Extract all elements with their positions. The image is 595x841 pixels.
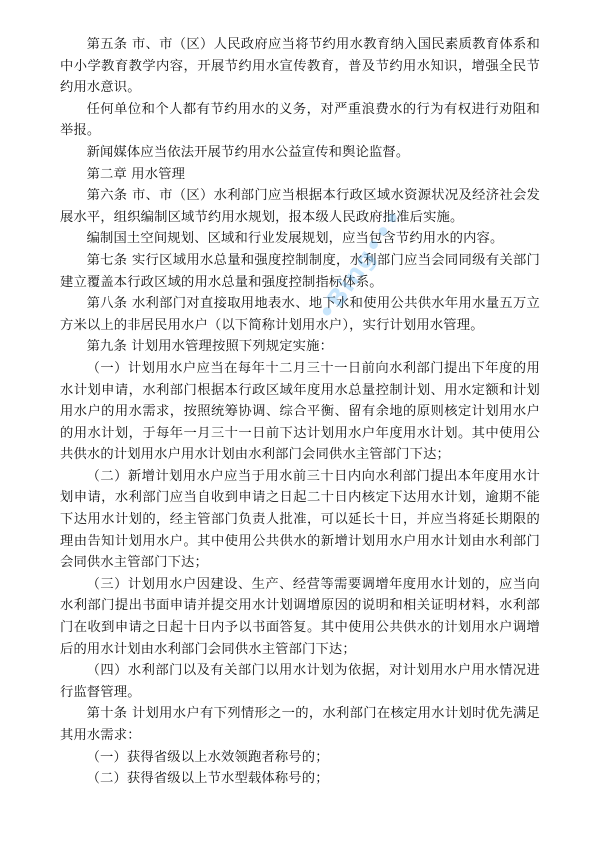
article-9-item-2: （二）新增计划用水户应当于用水前三十日内向水利部门提出本年度用水计划申请，水利部门应当自收到申请之日起二十日内核定下达用水计划，逾期不能下达用水计划的，经主管部门负责人批准，可以延长十日，并应当将延长期限的理由告知计划用水户。其中使用公共供水的新增计划用水户用水计划由水利部门会同供水主管部门下达；: [60, 468, 540, 571]
article-10-item-2: （二）获得省级以上节水型载体称号的；: [86, 771, 329, 787]
article-8-paragraph: 第八条 水利部门对直接取用地表水、地下水和使用公共供水年用水量五万立方米以上的非居民用水户（以下简称计划用水户），实行计划用水管理。: [60, 296, 540, 333]
article-9-paragraph: 第九条 计划用水管理按照下列规定实施：: [86, 339, 334, 355]
article-7-paragraph: 第七条 实行区域用水总量和强度控制制度，水利部门应当会同同级有关部门建立覆盖本行政区域的用水总量和强度控制指标体系。: [60, 252, 540, 290]
article-10-item-1: （一）获得省级以上水效领跑者称号的；: [86, 749, 329, 765]
article-5-paragraph: 第五条 市、市（区）人民政府应当将节约用水教育纳入国民素质教育体系和中小学教育教学内容，开展节约用水宣传教育，普及节约用水知识，增强全民节约用水意识。: [60, 37, 540, 96]
article-9-item-3: （三）计划用水户因建设、生产、经营等需要调增年度用水计划的，应当向水利部门提出书面申请并提交用水计划调增原因的说明和相关证明材料，水利部门在收到申请之日起十日内予以书面答复。其中使用公共供水的计划用水户调增后的用水计划由水利部门会同供水主管部门下达；: [60, 576, 540, 657]
document-body: [60, 34, 540, 790]
chapter-heading: 第二章 用水管理: [86, 166, 186, 182]
article-9-item-1: （一）计划用水户应当在每年十二月三十一日前向水利部门提出下年度的用水计划申请，水利部门根据本行政区域年度用水总量控制计划、用水定额和计划用水户的用水需求，按照统筹协调、综合平衡、留有余地的原则核定计划用水户的用水计划，于每年一月三十一日前下达计划用水户年度用水计划。其中使用公共供水的计划用水户用水计划由水利部门会同供水主管部门下达；: [60, 360, 540, 463]
watermark-logo: •Bing•••: [312, 203, 410, 327]
planning-paragraph: 编制国土空间规划、区域和行业发展规划，应当包含节约用水的内容。: [86, 231, 504, 247]
obligation-paragraph: 任何单位和个人都有节约用水的义务，对严重浪费水的行为有权进行劝阻和举报。: [60, 101, 540, 139]
article-9-item-4: （四）水利部门以及有关部门以用水计划为依据，对计划用水户用水情况进行监督管理。: [60, 663, 540, 700]
article-6-paragraph: 第六条 市、市（区）水利部门应当根据本行政区域水资源状况及经济社会发展水平，组织编制区域节约用水规划，报本级人民政府批准后实施。: [60, 188, 540, 225]
media-paragraph: 新闻媒体应当依法开展节约用水公益宣传和舆论监督。: [86, 144, 410, 160]
article-10-paragraph: 第十条 计划用水户有下列情形之一的，水利部门在核定用水计划时优先满足其用水需求：: [60, 706, 540, 743]
